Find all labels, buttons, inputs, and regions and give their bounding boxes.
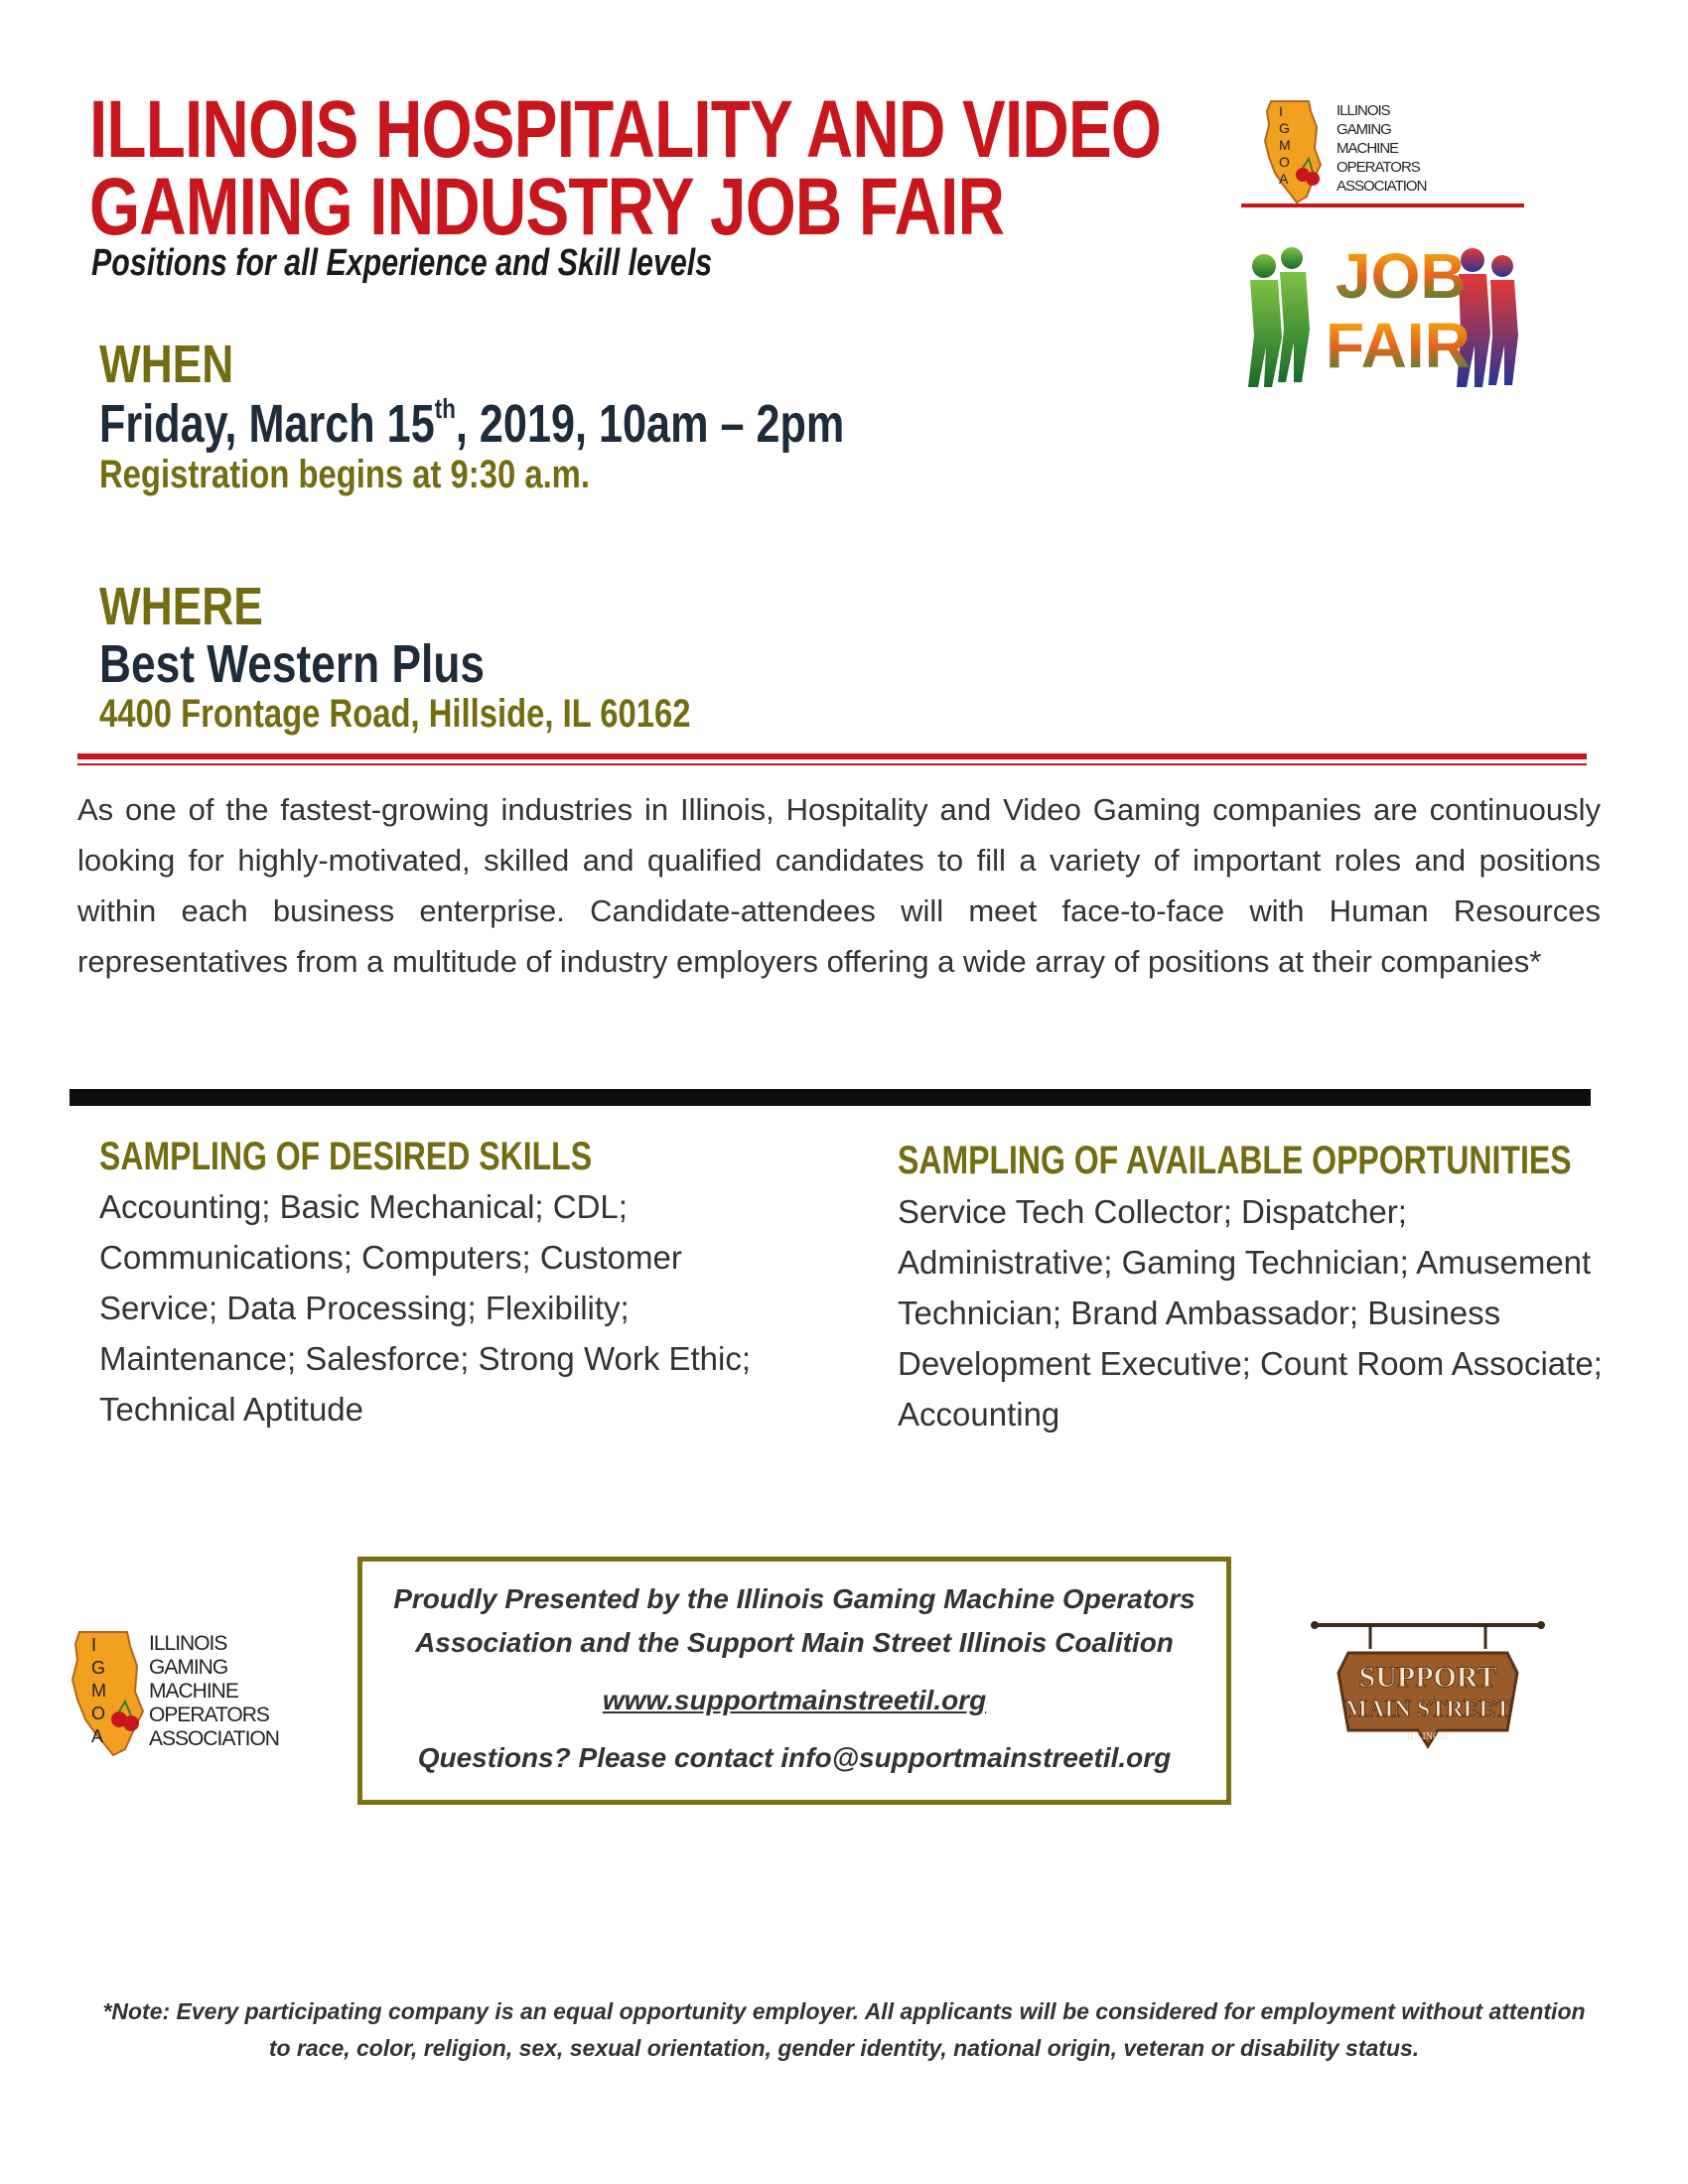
when-heading: WHEN — [99, 335, 234, 394]
igmoa-letters-bottom: I G M O A — [91, 1635, 105, 1746]
venue-address: 4400 Frontage Road, Hillside, IL 60162 — [99, 692, 691, 736]
support-main-street-logo — [1309, 1613, 1547, 1762]
event-date — [99, 393, 844, 455]
subtitle: Positions for all Experience and Skill levels — [91, 242, 713, 284]
event-date-ordinal: th — [434, 393, 456, 424]
main-street-text: MAIN STREET — [1344, 1697, 1511, 1722]
igmoa-words-bottom: ILLINOIS GAMING MACHINE OPERATORS ASSOCIATION — [149, 1632, 279, 1750]
red-divider-thin — [77, 763, 1587, 765]
where-heading: WHERE — [99, 577, 263, 636]
job-text: JOB — [1336, 240, 1467, 312]
hanging-sign-icon — [1309, 1613, 1547, 1762]
opportunities-list: Service Tech Collector; Dispatcher; Administrative; Gaming Technician; Amusement Technician; Brand Ambassador; Business Development Executive; Count Room Associate; Accounting — [898, 1193, 1603, 1433]
page-title — [89, 84, 1162, 252]
illinois-map-icon-bottom — [68, 1628, 157, 1757]
registration-time: Registration begins at 9:30 a.m. — [99, 453, 590, 496]
event-date-part-2: , 2019, 10am – 2pm — [455, 394, 845, 454]
logo-red-rule — [1241, 204, 1524, 207]
igmoa-logo-top — [1261, 97, 1455, 206]
job-fair-people-icon — [1226, 218, 1534, 407]
venue-name: Best Western Plus — [99, 634, 486, 694]
skills-list: Accounting; Basic Mechanical; CDL; Communications; Computers; Customer Service; Data Processing; Flexibility; Maintenance; Salesforce; Strong Work Ethic; Technical Aptitude — [99, 1188, 752, 1428]
illinois-map-icon — [1261, 97, 1331, 206]
opportunities-heading: SAMPLING OF AVAILABLE OPPORTUNITIES — [898, 1139, 1572, 1182]
igmoa-letters: I G M O A — [1279, 103, 1290, 187]
skills-heading: SAMPLING OF DESIRED SKILLS — [99, 1135, 593, 1178]
equal-opportunity-note: *Note: Every participating company is an equal opportunity employer. All applicants will be considered for employment without attention to race, color, religion, sex, sexual orientation, gender identity, national origin, veteran or disability status. — [102, 1998, 1586, 2061]
title-line-2: GAMING INDUSTRY JOB FAIR — [89, 162, 1005, 252]
presented-by-box — [357, 1557, 1231, 1805]
illinois-text: ILLINOIS — [1406, 1731, 1450, 1742]
title-line-1: ILLINOIS HOSPITALITY AND VIDEO — [89, 84, 1162, 175]
igmoa-words: ILLINOIS GAMING MACHINE OPERATORS ASSOCIATION — [1336, 102, 1427, 195]
igmoa-logo-bottom — [68, 1628, 291, 1757]
presented-line-1: Proudly Presented by the Illinois Gaming Machine Operators — [393, 1583, 1196, 1614]
contact-line: Questions? Please contact info@supportmainstreetil.org — [417, 1742, 1172, 1773]
website-link[interactable]: www.supportmainstreetil.org — [602, 1685, 987, 1715]
job-fair-graphic — [1226, 218, 1534, 407]
fair-text: FAIR — [1326, 310, 1471, 381]
presented-line-2: Association and the Support Main Street Illinois Coalition — [415, 1627, 1174, 1658]
event-date-part-1: Friday, March 15 — [99, 394, 435, 454]
support-text: SUPPORT — [1358, 1661, 1497, 1694]
red-divider — [77, 753, 1587, 759]
black-divider — [70, 1089, 1591, 1106]
intro-paragraph: As one of the fastest-growing industries in Illinois, Hospitality and Video Gaming companies are continuously looking for highly-motivated, skilled and qualified candidates to fill a variety of important roles and positions within each business enterprise. Candidate-attendees will meet face-to-face with Human Resources representatives from a multitude of industry employers offering a wide array of positions at their companies* — [77, 792, 1601, 979]
